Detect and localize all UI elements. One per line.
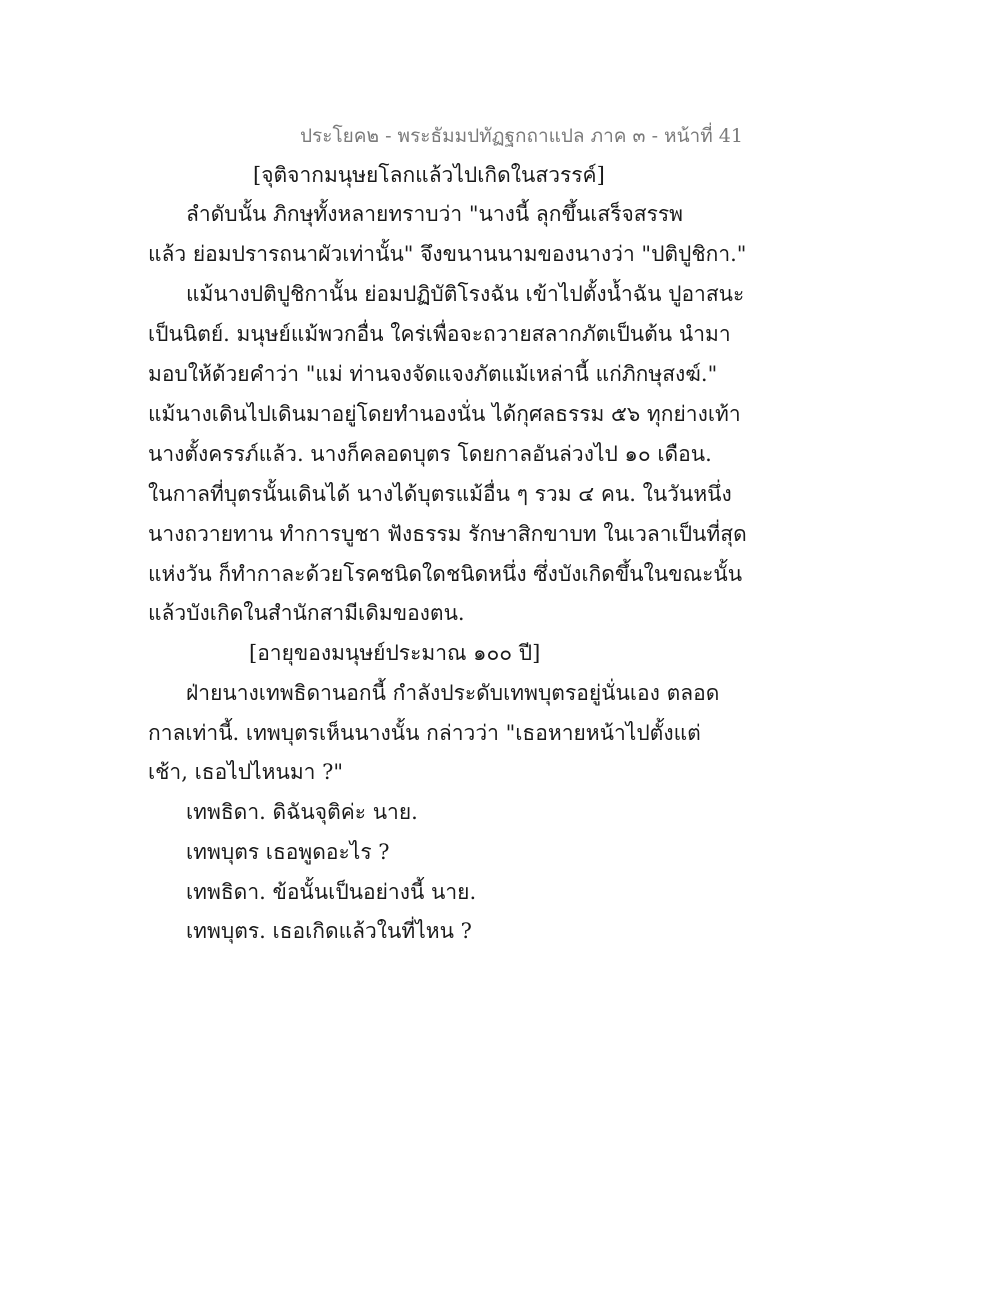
text-line: ลำดับนั้น ภิกษุทั้งหลายทราบว่า "นางนี้ ลุกขึ้นเสร็จสรรพ — [186, 202, 684, 226]
text-line: นางตั้งครรภ์แล้ว. นางก็คลอดบุตร โดยกาลอันล่วงไป ๑๐ เดือน. — [148, 442, 712, 466]
text-line: เป็นนิตย์. มนุษย์แม้พวกอื่น ใคร่เพื่อจะถวายสลากภัตเป็นต้น นำมา — [148, 322, 731, 346]
text-line: นางถวายทาน ทำการบูชา ฟังธรรม รักษาสิกขาบท ในเวลาเป็นที่สุด — [148, 522, 747, 546]
text-line: มอบให้ด้วยคำว่า "แม่ ท่านจงจัดแจงภัตแม้เหล่านี้ แก่ภิกษุสงฆ์." — [148, 362, 718, 386]
text-line: แห่งวัน ก็ทำกาละด้วยโรคชนิดใดชนิดหนึ่ง ซึ่งบังเกิดขึ้นในขณะนั้น — [148, 562, 743, 586]
text-line: แม้นางปติปูชิกานั้น ย่อมปฏิบัติโรงฉัน เข้าไปตั้งน้ำฉัน ปูอาสนะ — [186, 282, 745, 306]
text-line: เช้า, เธอไปไหนมา ?" — [148, 760, 344, 784]
dialogue-line: เทพบุตร. เธอเกิดแล้วในที่ไหน ? — [186, 919, 472, 943]
text-line: ในกาลที่บุตรนั้นเดินได้ นางได้บุตรแม้อื่น ๆ รวม ๔ คน. ในวันหนึ่ง — [148, 482, 732, 506]
text-line: กาลเท่านี้. เทพบุตรเห็นนางนั้น กล่าวว่า "เธอหายหน้าไปตั้งแต่ — [148, 721, 701, 745]
dialogue-line: เทพบุตร เธอพูดอะไร ? — [186, 840, 390, 864]
page-header: ประโยค๒ - พระธัมมปทัฏฐกถาแปล ภาค ๓ - หน้าที่ 41 — [300, 125, 743, 147]
dialogue-line: เทพธิดา. ดิฉันจุติค่ะ นาย. — [186, 800, 418, 824]
text-line: แม้นางเดินไปเดินมาอยู่โดยทำนองนั่น ได้กุศลธรรม ๕๖ ทุกย่างเท้า — [148, 402, 741, 426]
text-line: แล้ว ย่อมปรารถนาผัวเท่านั้น" จึงขนานนามของนางว่า "ปติปูชิกา." — [148, 242, 747, 266]
text-line: แล้วบังเกิดในสำนักสามีเดิมของตน. — [148, 601, 465, 625]
text-line: ฝ่ายนางเทพธิดานอกนี้ กำลังประดับเทพบุตรอยู่นั่นเอง ตลอด — [186, 681, 720, 705]
dialogue-line: เทพธิดา. ข้อนั้นเป็นอย่างนี้ นาย. — [186, 880, 477, 904]
section-heading: [อายุของมนุษย์ประมาณ ๑๐๐ ปี] — [249, 641, 541, 665]
section-heading: [จุติจากมนุษยโลกแล้วไปเกิดในสวรรค์] — [253, 163, 605, 187]
